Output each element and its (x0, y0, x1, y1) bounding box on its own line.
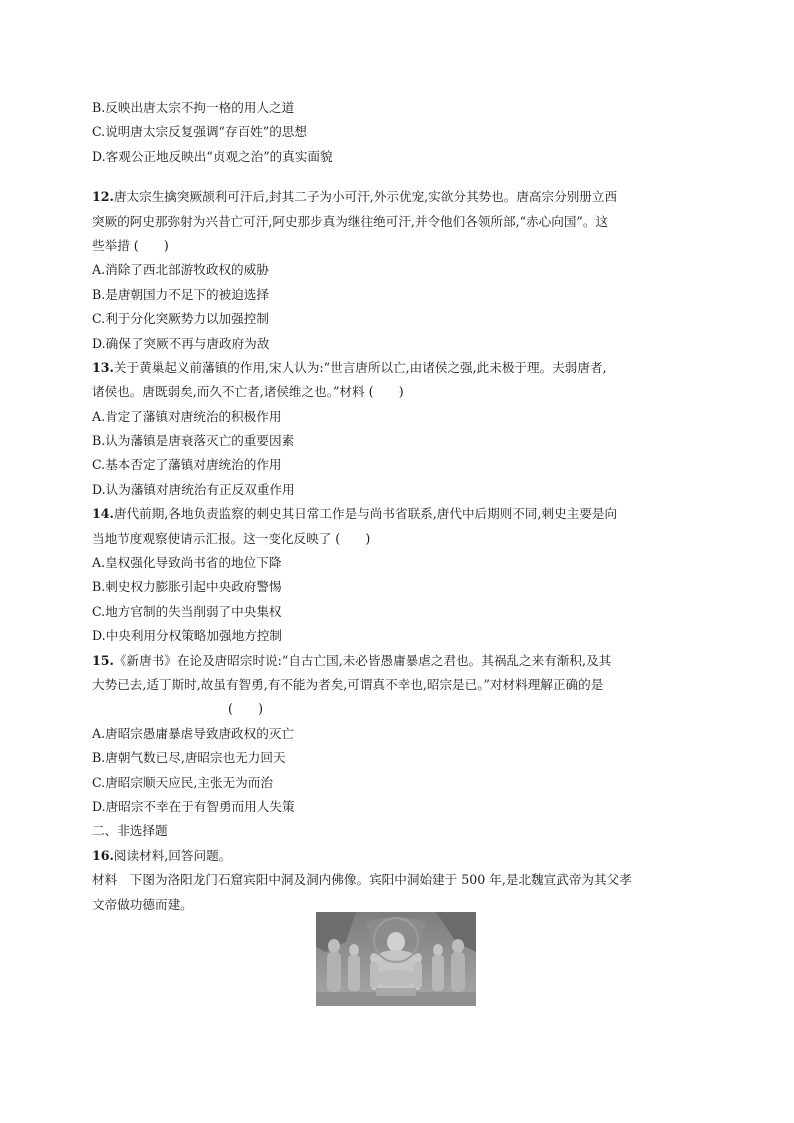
q15-option-a: A.唐昭宗愚庸暴虐导致唐政权的灭亡 (92, 725, 295, 741)
q14-stem-line-2: 当地节度观察使请示汇报。这一变化反映了 ( ) (92, 530, 371, 546)
q12-option-a: A.消除了西北部游牧政权的威胁 (92, 262, 269, 278)
q13-option-b: B.认为藩镇是唐衰落灭亡的重要因素 (92, 433, 295, 449)
q15-number: 15. (92, 652, 114, 668)
q13-stem-line-2: 诸侯也。唐既弱矣,而久不亡者,诸侯维之也。”材料 ( ) (92, 384, 404, 400)
q11-option-b: B.反映出唐太宗不拘一格的用人之道 (92, 100, 295, 115)
question-15 (92, 649, 704, 820)
q11-option-d: D.客观公正地反映出“贞观之治”的真实面貌 (92, 148, 333, 164)
q15-option-c: C.唐昭宗顺天应民,主张无为而治 (92, 774, 273, 790)
q14-stem-line-1: 唐代前期,各地负责监察的刺史其日常工作是与尚书省联系,唐代中后期则不同,刺史主要是向 (113, 506, 618, 522)
q14-option-c: C.地方官制的失当削弱了中央集权 (92, 603, 282, 619)
q14-number: 14. (92, 506, 114, 522)
q12-option-c: C.利于分化突厥势力以加强控制 (92, 311, 269, 327)
q12-option-d: D.确保了突厥不再与唐政府为敌 (92, 335, 270, 351)
q12-stem-line-2: 突厥的阿史那弥射为兴昔亡可汗,阿史那步真为继往绝可汗,并令他们各领所部,“赤心向国”。这 (92, 213, 609, 229)
document-body (92, 96, 704, 917)
q14-option-d: D.中央利用分权策略加强地方控制 (92, 628, 282, 644)
q15-option-b: B.唐朝气数已尽,唐昭宗也无力回天 (92, 750, 286, 766)
q16-material-line-1: 材料 下图为洛阳龙门石窟宾阳中洞及洞内佛像。宾阳中洞始建于 500 年,是北魏宣武帝为其父孝 (92, 872, 632, 888)
q12-option-b: B.是唐朝国力不足下的被迫选择 (92, 286, 269, 302)
q11-option-c: C.说明唐太宗反复强调“存百姓”的思想 (92, 124, 307, 140)
q15-stem-line-1: 《新唐书》在论及唐昭宗时说:“自古亡国,未必皆愚庸暴虐之君也。其祸乱之来有渐积,及其 (113, 652, 612, 668)
q12-stem-line-3: 些举措 ( ) (92, 237, 169, 253)
q12-number: 12. (92, 189, 114, 205)
q16-stem: 阅读材料,回答问题。 (113, 847, 232, 863)
q16-number: 16. (92, 847, 114, 863)
q13-option-c: C.基本否定了藩镇对唐统治的作用 (92, 457, 282, 473)
q15-stem-line-2: 大势已去,适丁斯时,故虽有智勇,有不能为者矣,可谓真不幸也,昭宗是已。”对材料理解正确的是 (92, 676, 604, 692)
question-16 (92, 844, 704, 917)
q13-stem-line-1: 关于黄巢起义前藩镇的作用,宋人认为:“世言唐所以亡,由诸侯之强,此未极于理。夫弱唐者, (113, 359, 607, 375)
q14-option-b: B.刺史权力膨胀引起中央政府警惕 (92, 579, 282, 595)
q13-option-d: D.认为藩镇对唐统治有正反双重作用 (92, 481, 295, 497)
q15-option-d: D.唐昭宗不幸在于有智勇而用人失策 (92, 798, 295, 814)
question-14 (92, 502, 704, 648)
longmen-grottoes-photo (316, 912, 476, 1006)
question-13 (92, 356, 704, 502)
q16-material-line-2: 文帝做功德而建。 (92, 896, 193, 912)
question-12 (92, 185, 704, 356)
section-heading: 二、非选择题 (92, 823, 168, 839)
q13-option-a: A.肯定了藩镇对唐统治的积极作用 (92, 408, 282, 424)
q14-option-a: A.皇权强化导致尚书省的地位下降 (92, 555, 282, 571)
q13-number: 13. (92, 359, 114, 375)
q15-stem-line-3: ( ) (228, 701, 264, 717)
q12-stem-line-1: 唐太宗生擒突厥颉利可汗后,封其二子为小可汗,外示优宠,实欲分其势也。唐高宗分别册立西 (113, 189, 618, 205)
